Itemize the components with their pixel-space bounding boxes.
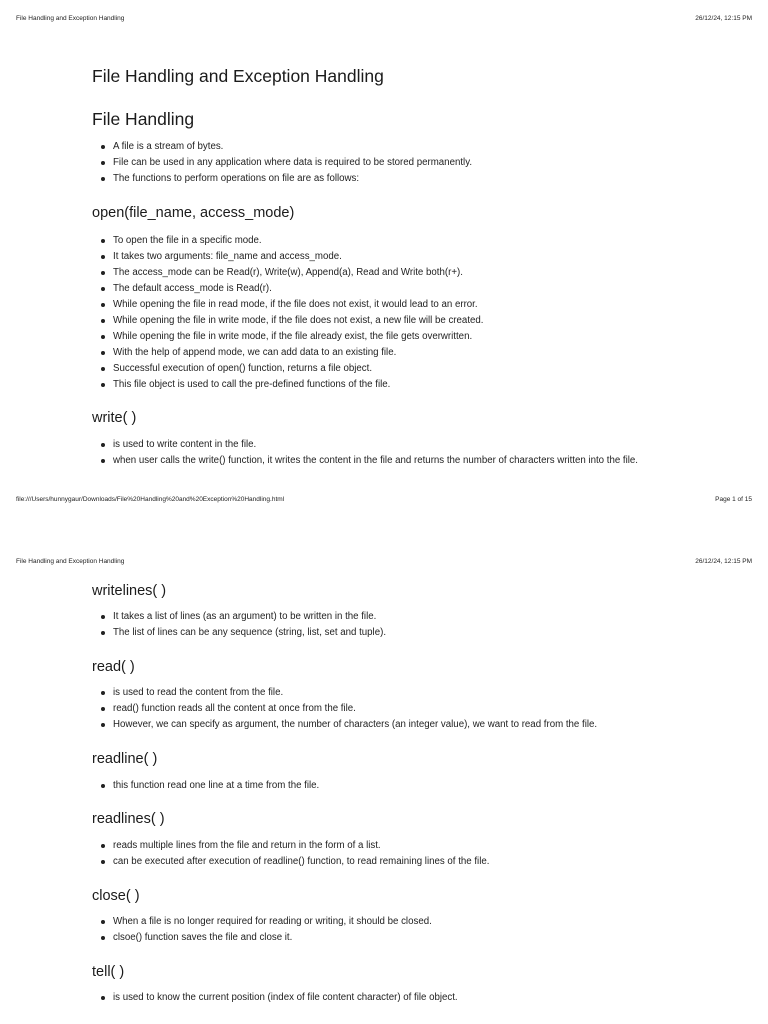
footer-path: file:///Users/hunnygaur/Downloads/File%20Handling%20and%20Exception%20Handling.html bbox=[16, 496, 285, 503]
header-datetime: 26/12/24, 12:15 PM bbox=[695, 558, 752, 565]
heading-tell: tell( ) bbox=[92, 964, 125, 980]
list-item: is used to write content in the file. bbox=[92, 437, 638, 453]
list-item: The default access_mode is Read(r). bbox=[92, 281, 483, 297]
list-item: reads multiple lines from the file and return in the form of a list. bbox=[92, 838, 489, 854]
list-item: A file is a stream of bytes. bbox=[92, 139, 472, 155]
footer-page-number: Page 1 of 15 bbox=[715, 496, 752, 503]
list-item: This file object is used to call the pre-defined functions of the file. bbox=[92, 377, 483, 393]
header-datetime: 26/12/24, 12:15 PM bbox=[695, 15, 752, 22]
close-list bbox=[92, 914, 432, 946]
read-list bbox=[92, 685, 597, 733]
list-item: The functions to perform operations on file are as follows: bbox=[92, 171, 472, 187]
writelines-list bbox=[92, 609, 386, 641]
list-item: is used to read the content from the file. bbox=[92, 685, 597, 701]
section-title-file-handling: File Handling bbox=[92, 109, 195, 129]
page2-content bbox=[92, 0, 742, 1024]
list-item: clsoe() function saves the file and close it. bbox=[92, 930, 432, 946]
list-item: this function read one line at a time from the file. bbox=[92, 778, 319, 794]
list-item: While opening the file in write mode, if the file already exist, the file gets overwritten. bbox=[92, 329, 483, 345]
tell-list bbox=[92, 990, 458, 1006]
list-item: can be executed after execution of readline() function, to read remaining lines of the file. bbox=[92, 854, 489, 870]
heading-open: open(file_name, access_mode) bbox=[92, 205, 295, 221]
list-item: File can be used in any application where data is required to be stored permanently. bbox=[92, 155, 472, 171]
heading-close: close( ) bbox=[92, 888, 140, 904]
list-item: The access_mode can be Read(r), Write(w), Append(a), Read and Write both(r+). bbox=[92, 265, 483, 281]
header-title: File Handling and Exception Handling bbox=[16, 558, 125, 565]
list-item: While opening the file in write mode, if the file does not exist, a new file will be created. bbox=[92, 313, 483, 329]
list-item: While opening the file in read mode, if the file does not exist, it would lead to an error. bbox=[92, 297, 483, 313]
readline-list bbox=[92, 778, 319, 794]
document-title: File Handling and Exception Handling bbox=[92, 66, 384, 86]
heading-writelines: writelines( ) bbox=[92, 583, 167, 599]
readlines-list bbox=[92, 838, 489, 870]
list-item: Successful execution of open() function, returns a file object. bbox=[92, 361, 483, 377]
list-item: when user calls the write() function, it writes the content in the file and returns the number of characters written into the file. bbox=[92, 453, 638, 469]
header-title: File Handling and Exception Handling bbox=[16, 15, 125, 22]
list-item: It takes a list of lines (as an argument) to be written in the file. bbox=[92, 609, 386, 625]
list-item: However, we can specify as argument, the number of characters (an integer value), we want to read from the file. bbox=[92, 717, 597, 733]
heading-write: write( ) bbox=[92, 410, 137, 426]
list-item: To open the file in a specific mode. bbox=[92, 233, 483, 249]
heading-readline: readline( ) bbox=[92, 751, 158, 767]
heading-read: read( ) bbox=[92, 659, 135, 675]
list-item: The list of lines can be any sequence (string, list, set and tuple). bbox=[92, 625, 386, 641]
list-item: read() function reads all the content at once from the file. bbox=[92, 701, 597, 717]
heading-readlines: readlines( ) bbox=[92, 811, 165, 827]
list-item: It takes two arguments: file_name and access_mode. bbox=[92, 249, 483, 265]
list-item: is used to know the current position (index of file content character) of file object. bbox=[92, 990, 458, 1006]
list-item: With the help of append mode, we can add data to an existing file. bbox=[92, 345, 483, 361]
list-item: When a file is no longer required for reading or writing, it should be closed. bbox=[92, 914, 432, 930]
